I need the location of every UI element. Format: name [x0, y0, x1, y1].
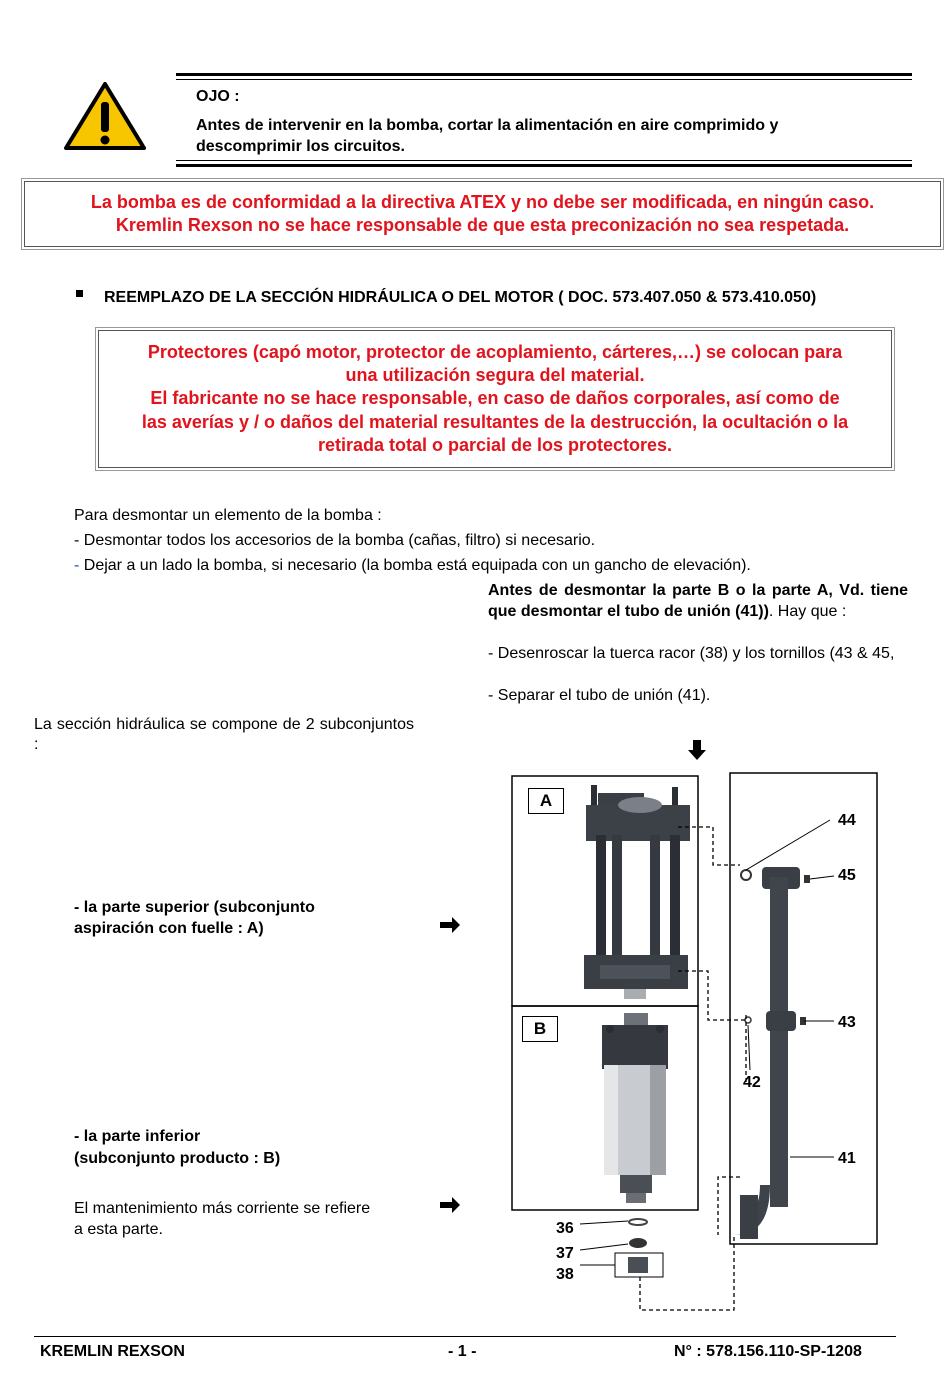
right-step2: - Separar el tubo de unión (41).	[488, 687, 711, 704]
callout-44: 44	[838, 812, 856, 829]
warning-triangle-icon	[62, 80, 148, 152]
warning-bottom-rule	[176, 164, 912, 167]
callout-43: 43	[838, 1014, 856, 1031]
part-a-illustration	[584, 785, 690, 999]
footer-company: KREMLIN REXSON	[40, 1343, 185, 1360]
exploded-diagram	[500, 765, 920, 1325]
callout-38: 38	[556, 1266, 574, 1283]
intro-line3-dash: -	[74, 557, 80, 574]
down-arrow-icon	[686, 738, 708, 768]
callout-37: 37	[556, 1245, 574, 1262]
protectors-line4: las averías y / o daños del material resultantes de la destrucción, la ocultación o la	[141, 412, 849, 432]
callout-45: 45	[838, 867, 856, 884]
callout-42: 42	[743, 1074, 761, 1091]
right-instructions-rest: . Hay que :	[768, 602, 847, 620]
right-arrow-icon-b	[438, 1194, 462, 1222]
callout-41: 41	[838, 1150, 856, 1167]
warning-top-rule	[176, 73, 912, 76]
part-b-illustration	[602, 1013, 668, 1203]
right-step1: - Desenroscar la tuerca racor (38) y los tornillos (43 & 45,	[488, 645, 895, 662]
part-b-line2: (subconjunto producto : B)	[74, 1150, 281, 1167]
warning-text: Antes de intervenir en la bomba, cortar la alimentación en aire comprimido y descomprimir los circuitos.	[196, 117, 779, 155]
part-a-line1: - la parte superior (subconjunto	[74, 899, 315, 916]
intro-line3	[74, 555, 751, 576]
right-instructions	[488, 581, 908, 622]
intro-line3-text: Dejar a un lado la bomba, si necesario (la bomba está equipada con un gancho de elevación).	[79, 557, 751, 574]
callout-36: 36	[556, 1220, 574, 1237]
maintenance-line2: a esta parte.	[74, 1221, 163, 1238]
warning-top-rule-thin	[176, 79, 912, 80]
composition-text: La sección hidráulica se compone de 2 subconjuntos :	[34, 716, 414, 753]
footer-doc-number: N° : 578.156.110-SP-1208	[674, 1343, 862, 1360]
diagram-label-a: A	[528, 788, 564, 814]
right-instructions-bold: Antes de desmontar la parte B o la parte A, Vd. tiene que desmontar el tubo de unión (41))	[488, 582, 908, 620]
part-b-line1: - la parte inferior	[74, 1128, 201, 1145]
footer-page: - 1 -	[448, 1343, 477, 1360]
footer-rule	[34, 1336, 896, 1337]
warning-title: OJO :	[196, 88, 240, 105]
warning-bottom-rule-thin	[176, 160, 912, 161]
part-a-line2: aspiración con fuelle : A)	[74, 920, 264, 937]
intro-line2: - Desmontar todos los accesorios de la bomba (cañas, filtro) si necesario.	[74, 532, 596, 549]
atex-notice-line1: La bomba es de conformidad a la directiva ATEX y no debe ser modificada, en ningún caso.	[90, 192, 875, 212]
atex-notice-line2: Kremlin Rexson no se hace responsable de que esta preconización no sea respetada.	[115, 215, 850, 235]
right-arrow-icon-a	[438, 914, 462, 942]
bullet-square	[76, 290, 83, 297]
protectors-line2: una utilización segura del material.	[345, 365, 645, 385]
protectors-line3: El fabricante no se hace responsable, en caso de daños corporales, así como de	[150, 388, 840, 408]
protectors-line1: Protectores (capó motor, protector de acoplamiento, cárteres,…) se colocan para	[147, 342, 843, 362]
protectors-line5: retirada total o parcial de los protectores.	[317, 435, 673, 455]
intro-line1: Para desmontar un elemento de la bomba :	[74, 507, 382, 524]
frame-tube	[730, 773, 877, 1244]
section-heading: REEMPLAZO DE LA SECCIÓN HIDRÁULICA O DEL MOTOR ( DOC. 573.407.050 & 573.410.050)	[104, 289, 817, 306]
diagram-label-b: B	[522, 1016, 558, 1042]
nut-parts-illustration	[615, 1219, 663, 1277]
maintenance-line1: El mantenimiento más corriente se refiere	[74, 1200, 371, 1217]
